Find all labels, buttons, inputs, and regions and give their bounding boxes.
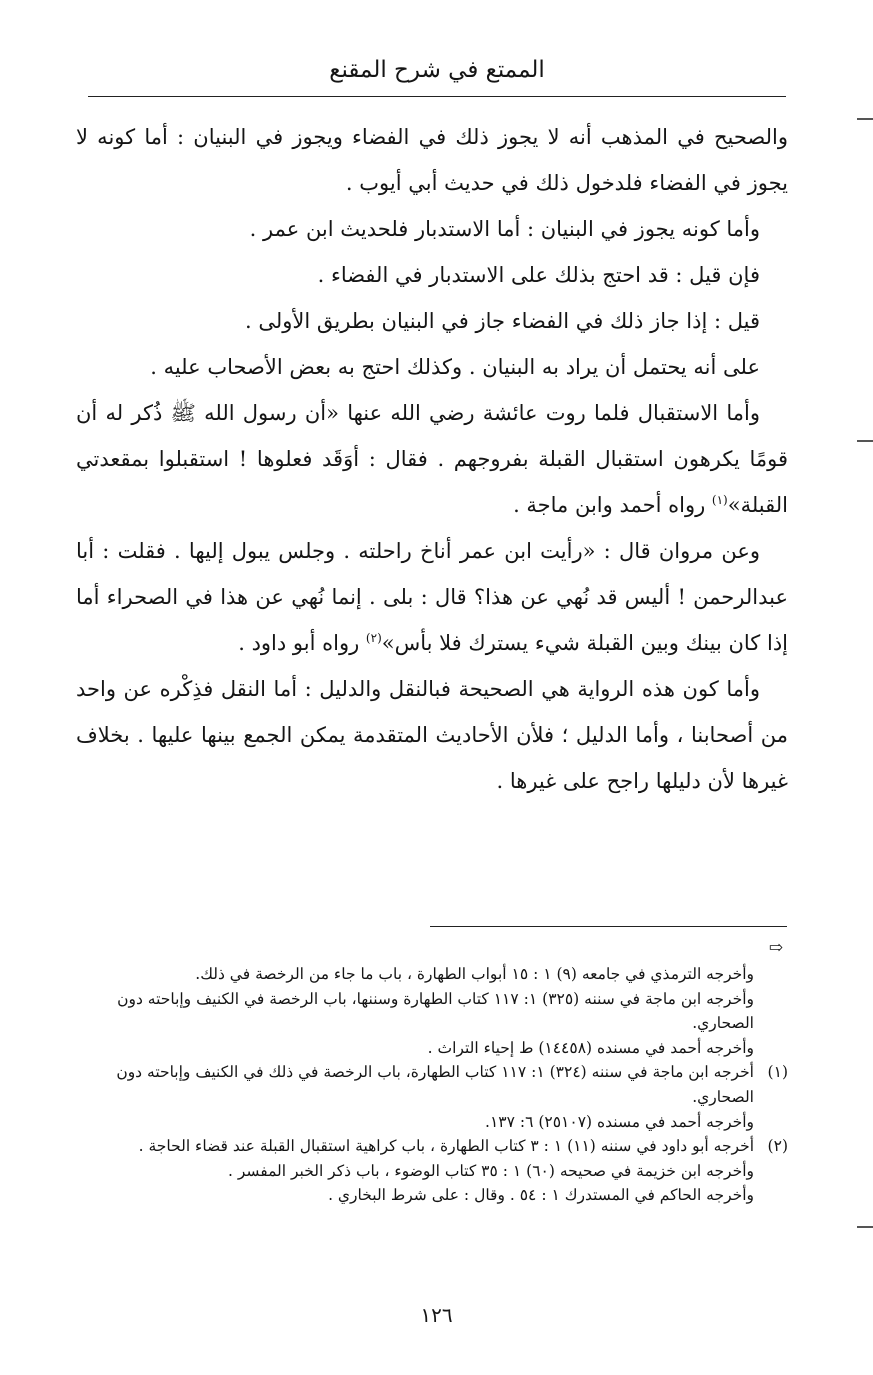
footnote-1-line-1: أخرجه ابن ماجة في سننه (٣٢٤) ١: ١١٧ كتاب الطهارة، باب الرخصة في ذلك في الكنيف وإباحته دون الصحاري. xyxy=(116,1063,754,1106)
paragraph-6 xyxy=(76,390,788,528)
footnote-ref-2[interactable]: (٢) xyxy=(365,631,382,645)
main-text xyxy=(76,114,788,804)
footnote-continued-line-2: وأخرجه ابن ماجة في سننه (٣٢٥) ١: ١١٧ كتاب الطهارة وسننها، باب الرخصة في الكنيف وإباحته دون الصحاري. xyxy=(117,989,754,1033)
continuation-arrow-icon: ⇨ xyxy=(768,938,784,958)
paragraph-8: وأما كون هذه الرواية هي الصحيحة فبالنقل والدليل : أما النقل فذِكْره عن واحد من أصحابنا ، وأما الدليل ؛ فلأن الأحاديث المتقدمة يمكن الجمع بينها عليها . بخلاف غيرها لأن دليلها راجح على غيرها . xyxy=(76,677,788,793)
paragraph-3: فإن قيل : قد احتج بذلك على الاستدبار في الفضاء . xyxy=(317,263,760,287)
paragraph-7-tail: رواه أبو داود . xyxy=(238,631,366,655)
footnote-2-line-1: أخرجه أبو داود في سننه (١١) ١ : ٣ كتاب الطهارة ، باب كراهية استقبال القبلة عند قضاء الحاجة . xyxy=(138,1137,754,1156)
paragraph-4: قيل : إذا جاز ذلك في الفضاء جاز في البنيان بطريق الأولى . xyxy=(244,309,760,333)
scan-edge-mark xyxy=(857,118,873,120)
paragraph-5: على أنه يحتمل أن يراد به البنيان . وكذلك احتج به بعض الأصحاب عليه . xyxy=(150,355,760,379)
page-number: ١٢٦ xyxy=(420,1303,453,1327)
footnotes xyxy=(70,962,788,1208)
running-header: الممتع في شرح المقنع xyxy=(329,57,545,83)
footnote-1 xyxy=(70,1060,788,1109)
footnote-2-line-3: وأخرجه الحاكم في المستدرك ١ : ٥٤ . وقال : على شرط البخاري . xyxy=(328,1186,754,1205)
footnote-ref-1[interactable]: (١) xyxy=(711,493,728,507)
scan-edge-mark xyxy=(857,1226,873,1228)
footnote-1-line-2: وأخرجه أحمد في مسنده (٢٥١٠٧) ٦: ١٣٧. xyxy=(485,1112,754,1131)
paragraph-1: والصحيح في المذهب أنه لا يجوز ذلك في الفضاء ويجوز في البنيان : أما كونه لا يجوز في الفضاء فلدخول ذلك في حديث أبي أيوب . xyxy=(76,125,788,195)
footnote-2-line-2: وأخرجه ابن خزيمة في صحيحه (٦٠) ١ : ٣٥ كتاب الوضوء ، باب ذكر الخبر المفسر . xyxy=(228,1161,754,1180)
footnote-1-mark: (١) xyxy=(767,1063,788,1082)
footnote-2 xyxy=(70,1134,788,1159)
footnote-rule xyxy=(430,926,787,927)
scan-edge-mark xyxy=(857,440,873,442)
paragraph-2: وأما كونه يجوز في البنيان : أما الاستدبار فلحديث ابن عمر . xyxy=(249,217,760,241)
footnote-continued-line-1: وأخرجه الترمذي في جامعه (٩) ١ : ١٥ أبواب الطهارة ، باب ما جاء من الرخصة في ذلك. xyxy=(195,965,754,983)
paragraph-6-tail: رواه أحمد وابن ماجة . xyxy=(513,493,712,517)
paragraph-7-text: وعن مروان قال : «رأيت ابن عمر أناخ راحلته . وجلس يبول إليها . فقلت : أبا عبدالرحمن ! أليس قد نُهي عن هذا؟ قال : بلى . إنما نُهي عن هذا في الصحراء أما إذا كان بينك وبين القبلة شيء يسترك فلا بأس» xyxy=(76,539,788,655)
footnote-continued-line-3: وأخرجه أحمد في مسنده (١٤٤٥٨) ط إحياء التراث . xyxy=(427,1038,754,1057)
paragraph-6-text: وأما الاستقبال فلما روت عائشة رضي الله عنها «أن رسول الله ﷺ ذُكر له أن قومًا يكرهون استقبال القبلة بفروجهم . فقال : أوَقَد فعلوها ! استقبلوا بمقعدتي القبلة» xyxy=(76,401,788,517)
paragraph-7 xyxy=(76,528,788,666)
header-rule xyxy=(88,96,786,97)
footnote-2-mark: (٢) xyxy=(767,1137,788,1156)
